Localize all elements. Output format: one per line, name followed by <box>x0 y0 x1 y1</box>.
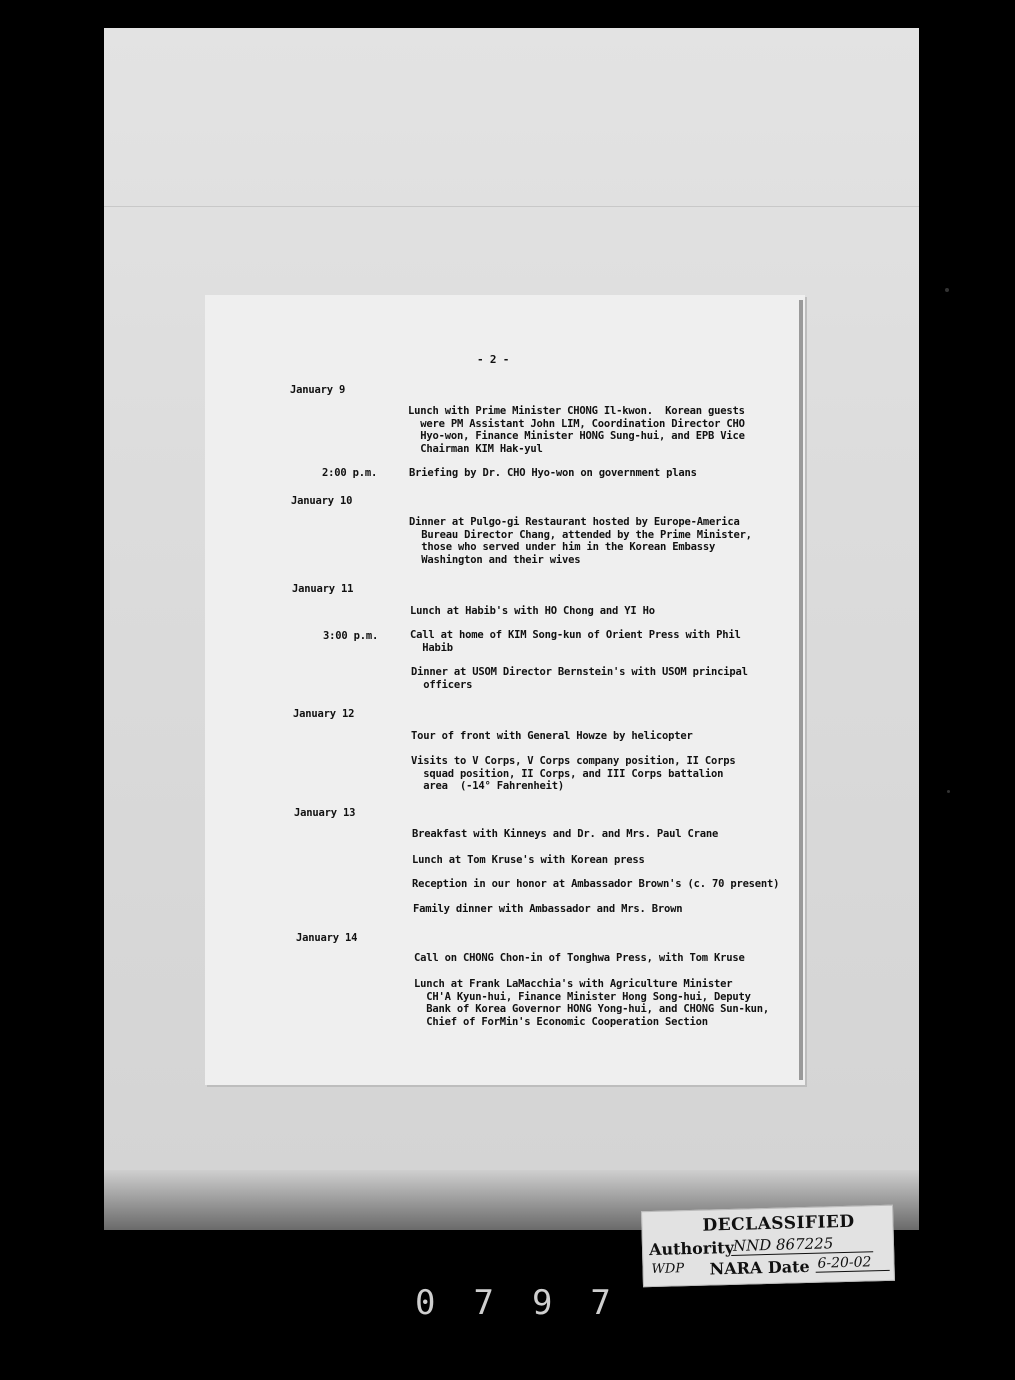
date-label: January 14 <box>296 932 358 944</box>
date-label: January 9 <box>290 384 346 396</box>
entry-text: Dinner at USOM Director Bernstein's with USOM principal officers <box>411 666 748 691</box>
date-label: January 13 <box>294 807 356 819</box>
entry-text: Lunch with Prime Minister CHONG Il-kwon. Korean guests were PM Assistant John LIM, Coordination Director CHO Hyo-won, Finance Minister HONG Sung-hui, and EPB Vice Chairman KIM Hak-yul <box>408 405 745 455</box>
entry-text: Call on CHONG Chon-in of Tonghwa Press, with Tom Kruse <box>414 952 745 964</box>
frame-number: 0797 <box>415 1283 649 1323</box>
stamp-title: DECLASSIFIED <box>702 1211 855 1236</box>
entry-text: Briefing by Dr. CHO Hyo-won on government plans <box>409 467 697 479</box>
entry-text: Lunch at Habib's with HO Chong and YI Ho <box>410 605 655 617</box>
date-label: January 11 <box>292 583 354 595</box>
entry-text: Lunch at Frank LaMacchia's with Agriculture Minister CH'A Kyun-hui, Finance Minister Hong Song-hui, Deputy Bank of Korea Governor HONG Yong-hui, and CHONG Sun-kun, Chief of ForMin's Economic Cooperation Section <box>414 978 770 1028</box>
entry-text: Dinner at Pulgo-gi Restaurant hosted by Europe-America Bureau Director Chang, attended by the Prime Minister, those who served under him in the Korean Embassy Washington and their wives <box>409 516 752 566</box>
entry-text: Reception in our honor at Ambassador Brown's (c. 70 present) <box>412 878 780 890</box>
declassified-stamp <box>641 1205 895 1288</box>
stamp-date-label: NARA Date <box>709 1256 810 1279</box>
entry-time: 3:00 p.m. <box>323 630 379 642</box>
stamp-authority-value: NND 867225 <box>731 1233 873 1256</box>
page-number: - 2 - <box>477 353 510 366</box>
date-label: January 12 <box>293 708 355 720</box>
stamp-authority-label: Authority <box>648 1237 735 1260</box>
date-label: January 10 <box>291 495 353 507</box>
entry-text: Call at home of KIM Song-kun of Orient Press with Phil Habib <box>410 629 741 654</box>
stamp-initials: WDP <box>651 1261 685 1278</box>
entry-time: 2:00 p.m. <box>322 467 378 479</box>
entry-text: Breakfast with Kinneys and Dr. and Mrs. Paul Crane <box>412 828 719 840</box>
page-edge <box>799 300 803 1080</box>
entry-text: Family dinner with Ambassador and Mrs. Brown <box>413 903 683 915</box>
entry-text: Tour of front with General Howze by helicopter <box>411 730 693 742</box>
film-speck <box>945 288 949 292</box>
fold-line <box>104 206 919 207</box>
entry-text: Visits to V Corps, V Corps company position, II Corps squad position, II Corps, and III Corps battalion area (-14° Fahrenheit) <box>411 755 736 792</box>
entry-text: Lunch at Tom Kruse's with Korean press <box>412 854 645 866</box>
film-speck <box>947 790 950 793</box>
stamp-date-value: 6-20-02 <box>815 1254 889 1273</box>
